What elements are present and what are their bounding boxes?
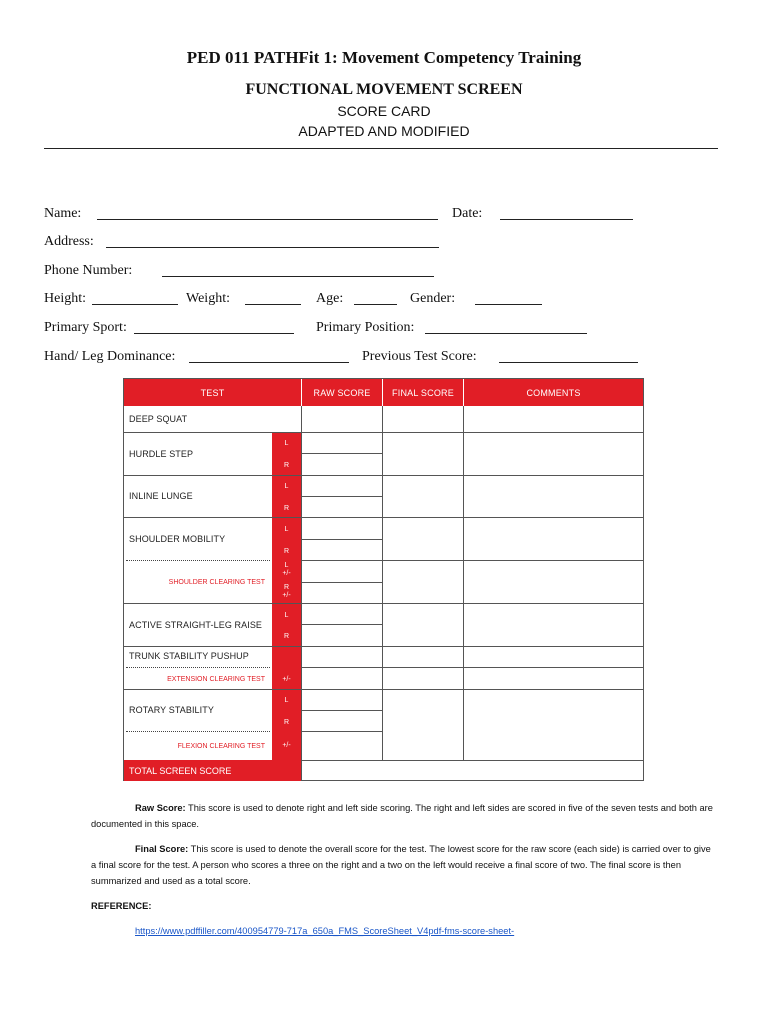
side-divider — [301, 453, 382, 454]
header-divider — [44, 148, 718, 149]
dominance-field[interactable] — [189, 362, 349, 363]
side-left-label: L — [284, 612, 289, 619]
address-field[interactable] — [106, 247, 439, 248]
name-label: Name: — [44, 206, 82, 221]
primary-sport-field[interactable] — [134, 333, 294, 334]
header-final-score: FINAL SCORE — [382, 379, 463, 406]
test-active-straight-leg-raise: ACTIVE STRAIGHT-LEG RAISE — [129, 619, 263, 630]
date-field[interactable] — [500, 219, 633, 220]
final-score-note-label: Final Score: — [135, 844, 189, 854]
height-field[interactable] — [92, 304, 178, 305]
gender-field[interactable] — [475, 304, 542, 305]
test-flexion-clearing: FLEXION CLEARING TEST — [177, 743, 265, 750]
test-inline-lunge: INLINE LUNGE — [129, 491, 193, 501]
side-left-label: L — [284, 440, 289, 447]
clearing-separator — [126, 731, 270, 732]
dominance-label: Hand/ Leg Dominance: — [44, 349, 176, 364]
reference-link[interactable]: https://www.pdffiller.com/400954779-717a_650a_FMS_ScoreSheet_V4pdf-fms-score-sheet- — [135, 926, 515, 936]
weight-field[interactable] — [245, 304, 301, 305]
test-rotary-stability: ROTARY STABILITY — [129, 705, 214, 715]
score-table — [123, 378, 644, 781]
final-score-note — [91, 841, 716, 889]
side-plus-minus-label: +/- — [282, 742, 291, 749]
side-divider — [301, 582, 382, 583]
col-divider-final — [382, 406, 383, 760]
age-label: Age: — [316, 291, 344, 306]
side-plus-minus-label: +/- — [282, 676, 291, 683]
header-test: TEST — [124, 379, 301, 406]
side-right-label: R — [283, 462, 290, 469]
date-label: Date: — [452, 206, 483, 221]
name-field[interactable] — [97, 219, 438, 220]
primary-position-field[interactable] — [425, 333, 587, 334]
raw-score-note-text: This score is used to denote right and left side scoring. The right and left sides are scored in five of the seven tests and both are documented in this space. — [91, 803, 713, 829]
header-comments: COMMENTS — [463, 379, 643, 406]
row-divider — [124, 646, 643, 647]
address-label: Address: — [44, 234, 94, 249]
side-right-plus-minus-label: R +/- — [282, 584, 291, 599]
col-divider-comments — [463, 406, 464, 760]
raw-score-note — [91, 800, 716, 832]
side-divider — [301, 667, 643, 668]
row-divider — [301, 560, 643, 561]
header-raw-score: RAW SCORE — [301, 379, 382, 406]
side-right-label: R — [283, 505, 290, 512]
clearing-separator — [126, 667, 270, 668]
side-left-label: L — [284, 483, 289, 490]
primary-position-label: Primary Position: — [316, 320, 415, 335]
phone-label: Phone Number: — [44, 263, 133, 278]
document-subtitle-score-card: SCORE CARD — [337, 103, 431, 119]
height-label: Height: — [44, 291, 86, 306]
side-right-label: R — [283, 633, 290, 640]
side-divider — [301, 731, 382, 732]
side-left-label: L — [284, 526, 289, 533]
document-subtitle-adapted: ADAPTED AND MODIFIED — [298, 123, 470, 139]
age-field[interactable] — [354, 304, 397, 305]
side-divider — [301, 496, 382, 497]
primary-sport-label: Primary Sport: — [44, 320, 127, 335]
reference-heading: REFERENCE: — [91, 901, 152, 911]
gender-label: Gender: — [410, 291, 456, 306]
side-divider — [301, 539, 382, 540]
test-deep-squat: DEEP SQUAT — [129, 414, 188, 424]
clearing-separator — [126, 560, 270, 561]
raw-score-note-label: Raw Score: — [135, 803, 186, 813]
side-right-label: R — [283, 548, 290, 555]
weight-label: Weight: — [186, 291, 230, 306]
phone-field[interactable] — [162, 276, 434, 277]
previous-score-label: Previous Test Score: — [362, 349, 477, 364]
previous-score-field[interactable] — [499, 362, 638, 363]
test-trunk-stability-pushup: TRUNK STABILITY PUSHUP — [129, 651, 249, 661]
test-hurdle-step: HURDLE STEP — [129, 448, 194, 459]
course-title: PED 011 PATHFit 1: Movement Competency Training — [186, 48, 582, 67]
side-divider — [301, 624, 382, 625]
col-divider-raw — [301, 406, 302, 780]
test-extension-clearing: EXTENSION CLEARING TEST — [167, 676, 265, 683]
document-title: FUNCTIONAL MOVEMENT SCREEN — [245, 81, 523, 98]
side-left-plus-minus-label: L +/- — [282, 562, 291, 577]
side-left-label: L — [284, 697, 289, 704]
side-right-label: R — [283, 719, 290, 726]
side-divider — [301, 710, 382, 711]
test-shoulder-clearing: SHOULDER CLEARING TEST — [168, 579, 265, 586]
final-score-note-text: This score is used to denote the overall score for the test. The lowest score for the raw score (each side) is carried over to give a final score for the test. A person who scores a three on the right and a two on the left would receive a final score of two. The final score is then summarized and used as a total score. — [91, 844, 711, 886]
test-shoulder-mobility: SHOULDER MOBILITY — [129, 533, 226, 544]
total-screen-score-label: TOTAL SCREEN SCORE — [124, 760, 301, 781]
